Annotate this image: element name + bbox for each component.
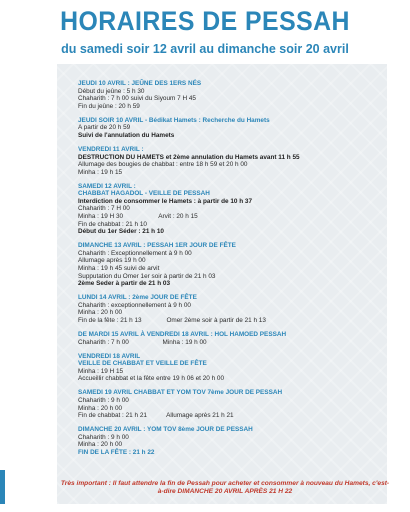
section-heading: DE MARDI 15 AVRIL À VENDREDI 18 AVRIL : HOL HAMOED PESSAH xyxy=(78,330,287,338)
schedule-line: Minha : 20 h 00 xyxy=(78,404,123,412)
schedule-section xyxy=(78,294,378,324)
schedule-line: Allumage après 19 h 00 xyxy=(78,257,146,265)
page-title: HORAIRES DE PESSAH xyxy=(60,6,350,36)
page-subtitle: du samedi soir 12 avril au dimanche soir 20 avril xyxy=(61,42,349,56)
schedule-line: 2ème Seder à partir de 21 h 03 xyxy=(78,280,171,288)
section-heading: VENDREDI 18 AVRIL xyxy=(78,352,141,360)
schedule-line: Minha : 20 h 00 xyxy=(78,309,123,317)
section-heading: SAMEDI 19 AVRIL CHABBAT ET YOM TOV 7ème JOUR DE PESSAH xyxy=(78,389,283,397)
schedule-line: Fin de chabbat : 21 h 10 xyxy=(78,220,147,228)
schedule-section xyxy=(78,242,378,288)
schedule-line: Allumage des bougies de chabbat : entre 18 h 59 et 20 h 00 xyxy=(78,161,248,169)
schedule-line: Chaharith : Exceptionnellement à 9 h 00 xyxy=(78,249,192,257)
schedule-line: Minha : 19 h 45 suivi de arvit xyxy=(78,265,160,273)
section-heading: LUNDI 14 AVRIL : 2ème JOUR DE FÊTE xyxy=(78,294,197,302)
schedule-section xyxy=(78,146,378,176)
section-heading: JEUDI 10 AVRIL : JEÛNE DES 1ERS NÉS xyxy=(78,80,202,87)
schedule-section xyxy=(78,389,378,419)
schedule-line: Accueillir chabbat et la fête entre 19 h 06 et 20 h 00 xyxy=(78,375,225,383)
schedule-line: Minha : 20 h 00 xyxy=(78,441,123,449)
schedule-line: Chaharith : exceptionnellement à 9 h 00 xyxy=(78,301,191,309)
section-heading: JEUDI SOIR 10 AVRIL - Bédikat Hamets : Recherche du Hamets xyxy=(78,116,270,124)
schedule-line: Fin de chabbat : 21 h 21 Allumage après 21 h 21 xyxy=(78,412,234,420)
section-heading: DIMANCHE 13 AVRIL : PESSAH 1ER JOUR DE FÊTE xyxy=(78,242,236,250)
section-heading: DIMANCHE 20 AVRIL : YOM TOV 8ème JOUR DE PESSAH xyxy=(78,426,253,434)
schedule-line: DESTRUCTION DU HAMETS et 2ème annulation du Hamets avant 11 h 55 xyxy=(78,153,300,161)
schedule-list xyxy=(78,80,378,463)
schedule-section xyxy=(78,80,378,110)
schedule-line: Supputation du Omer 1er soir à partir de 21 h 03 xyxy=(78,272,216,280)
important-note: Très important : Il faut attendre la fin de Pessah pour acheter et consommer à nouveau du Hamets, c'est-à-dire DIMANCHE 20 AVRIL APRÈS 21 H 22 xyxy=(60,480,390,495)
schedule-line: Interdiction de consommer le Hamets : à partir de 10 h 37 xyxy=(78,197,253,205)
section-heading: VENDREDI 11 AVRIL : xyxy=(78,145,144,153)
section-heading: VEILLE DE CHABBAT ET VEILLE DE FÊTE xyxy=(78,360,207,368)
schedule-line: Début du jeûne : 5 h 30 xyxy=(78,87,145,95)
section-heading: SAMEDI 12 AVRIL : xyxy=(78,182,136,190)
schedule-section xyxy=(78,183,378,236)
schedule-line: Chaharith : 7 h 00 Minha : 19 h 00 xyxy=(78,338,207,346)
schedule-line: Minha : 19 H 30 Arvit : 20 h 15 xyxy=(78,213,198,221)
schedule-line: A partir de 20 h 59 xyxy=(78,124,131,132)
schedule-line: Suivi de l'annulation du Hamets xyxy=(78,131,175,139)
schedule-line: Chaharith : 9 h 00 xyxy=(78,433,129,441)
section-heading: CHABBAT HAGADOL - VEILLE DE PESSAH xyxy=(78,190,210,198)
schedule-line: Chaharith : 7 h 00 suivi du Siyoum 7 H 45 xyxy=(78,95,196,103)
schedule-line: Minha : 19 H 15 xyxy=(78,367,124,375)
schedule-section xyxy=(78,426,378,456)
schedule-section xyxy=(78,353,378,383)
schedule-line: Fin du jeûne : 20 h 59 xyxy=(78,102,140,110)
edge-bar xyxy=(0,470,5,504)
schedule-section xyxy=(78,117,378,140)
schedule-section xyxy=(78,331,378,346)
section-heading: FIN DE LA FÊTE : 21 h 22 xyxy=(78,448,155,456)
schedule-line: Fin de la fête : 21 h 13 Omer 2ème soir à partir de 21 h 13 xyxy=(78,316,266,324)
schedule-line: Chaharith : 7 H 00 xyxy=(78,205,130,213)
schedule-line: Minha : 19 h 15 xyxy=(78,168,123,176)
schedule-line: Début du 1er Séder : 21 h 10 xyxy=(78,228,164,236)
schedule-line: Chaharith : 9 h 00 xyxy=(78,396,129,404)
